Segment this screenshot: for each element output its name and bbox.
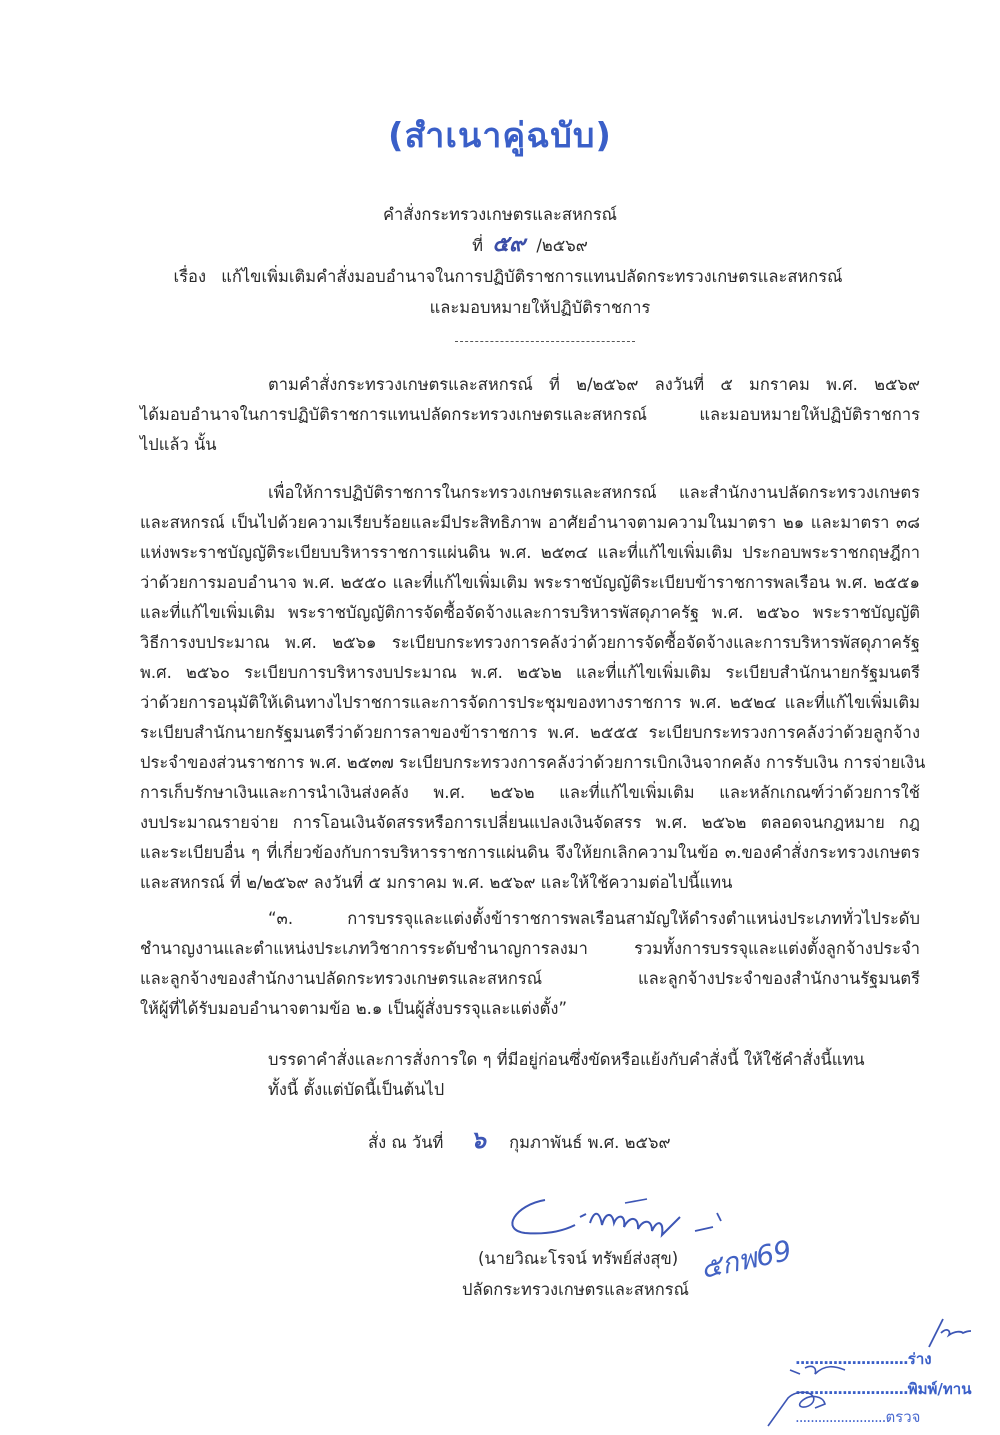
routing-dots: ........................: [795, 1350, 908, 1368]
para3-line: “๓. การบรรจุและแต่งตั้งข้าราชการพลเรือนสามัญให้ดำรงตำแหน่งประเภททั่วไประดับ: [268, 909, 920, 928]
para2-line: ประจำของส่วนราชการ พ.ศ. ๒๕๓๗ ระเบียบกระทรวงการคลังว่าด้วยการเบิกเงินจากคลัง การรับเงิน การจ่ายเงิน: [140, 753, 926, 772]
signer-title: ปลัดกระทรวงเกษตรและสหกรณ์: [462, 1280, 689, 1299]
routing-typed-label: พิมพ์/ทาน: [907, 1380, 972, 1398]
subject-line-1: [8, 262, 1000, 292]
signature-icon: [505, 1195, 735, 1240]
routing-dots: ........................: [795, 1408, 886, 1426]
order-number-handwritten: ๕๙: [492, 232, 526, 257]
order-number: [30, 230, 1000, 261]
order-date: [368, 1125, 671, 1158]
para1-line: ตามคำสั่งกระทรวงเกษตรและสหกรณ์ ที่ ๒/๒๕๖๙ ลงวันที่ ๕ มกราคม พ.ศ. ๒๕๖๙: [268, 375, 920, 394]
para3-line: ให้ผู้ที่ได้รับมอบอำนาจตามข้อ ๒.๑ เป็นผู้สั่งบรรจุและแต่งตั้ง”: [140, 999, 567, 1018]
date-day-handwritten: ๖: [470, 1126, 486, 1154]
para2-line: การเก็บรักษาเงินและการนำเงินส่งคลัง พ.ศ. ๒๕๖๒ และที่แก้ไขเพิ่มเติม และหลักเกณฑ์ว่าด้วยการใช้: [140, 783, 920, 802]
initials-scribble-icon: [760, 1360, 860, 1430]
para1-line: ไปแล้ว นั้น: [140, 435, 217, 454]
subject-text-1: แก้ไขเพิ่มเติมคำสั่งมอบอำนาจในการปฏิบัติราชการแทนปลัดกระทรวงเกษตรและสหกรณ์: [221, 267, 843, 286]
para2-line: และสหกรณ์ ที่ ๒/๒๕๖๙ ลงวันที่ ๕ มกราคม พ.ศ. ๒๕๖๙ และให้ใช้ความต่อไปนี้แทน: [140, 873, 733, 892]
order-issuer: คำสั่งกระทรวงเกษตรและสหกรณ์: [382, 205, 617, 224]
initial-icon: [925, 1315, 975, 1350]
copy-stamp: (สำเนาคู่ฉบับ): [388, 116, 612, 156]
subject-line-2: และมอบหมายให้ปฏิบัติราชการ: [429, 298, 651, 317]
para2-line: และสหกรณ์ เป็นไปด้วยความเรียบร้อยและมีประสิทธิภาพ อาศัยอำนาจตามความในมาตรา ๒๑ และมาตรา ๓๘: [140, 513, 920, 532]
order-number-suffix: /๒๕๖๙: [536, 236, 588, 255]
para3-line: และลูกจ้างของสำนักงานปลัดกระทรวงเกษตรและสหกรณ์ และลูกจ้างประจำของสำนักงานรัฐมนตรี: [140, 969, 920, 988]
para2-line: วิธีการงบประมาณ พ.ศ. ๒๕๖๑ ระเบียบกระทรวงการคลังว่าด้วยการจัดซื้อจัดจ้างและการบริหารพัสดุภาครัฐ: [140, 633, 920, 652]
para2-line: ว่าด้วยการอนุมัติให้เดินทางไปราชการและการจัดการประชุมของทางราชการ พ.ศ. ๒๕๒๔ และที่แก้ไขเพิ่มเติม: [140, 693, 920, 712]
para3-line: ชำนาญงานและตำแหน่งประเภทวิชาการระดับชำนาญการลงมา รวมทั้งการบรรจุและแต่งตั้งลูกจ้างประจำ: [140, 939, 920, 958]
handwritten-file-mark: ๕กพ69: [697, 1233, 795, 1286]
para2-line: ว่าด้วยการมอบอำนาจ พ.ศ. ๒๕๕๐ และที่แก้ไขเพิ่มเติม พระราชบัญญัติระเบียบข้าราชการพลเรือน พ.ศ. ๒๕๕๑: [140, 573, 920, 592]
routing-dots: ........................: [795, 1380, 908, 1398]
para4-line: ทั้งนี้ ตั้งแต่บัดนี้เป็นต้นไป: [268, 1080, 445, 1099]
para1-line: ได้มอบอำนาจในการปฏิบัติราชการแทนปลัดกระทรวงเกษตรและสหกรณ์ และมอบหมายให้ปฏิบัติราชการ: [140, 405, 920, 424]
routing-draft-label: ร่าง: [907, 1350, 932, 1368]
order-number-prefix: ที่: [472, 236, 484, 255]
para2-line: และระเบียบอื่น ๆ ที่เกี่ยวข้องกับการบริหารราชการแผ่นดิน จึงให้ยกเลิกความในข้อ ๓.ของคำสั่งกระทรวงเกษตร: [140, 843, 920, 862]
para2-line: งบประมาณรายจ่าย การโอนเงินจัดสรรหรือการเปลี่ยนแปลงเงินจัดสรร พ.ศ. ๒๕๖๒ ตลอดจนกฎหมาย กฎ: [140, 813, 920, 832]
signer-name: (นายวิณะโรจน์ ทรัพย์ส่งสุข): [478, 1249, 679, 1268]
date-rest: กุมภาพันธ์ พ.ศ. ๒๕๖๙: [509, 1133, 671, 1152]
routing-verified-label: ตรวจ: [885, 1408, 921, 1426]
subject-label: เรื่อง: [173, 267, 206, 286]
para2-line: ระเบียบสำนักนายกรัฐมนตรีว่าด้วยการลาของข้าราชการ พ.ศ. ๒๕๕๕ ระเบียบกระทรวงการคลังว่าด้วยลูกจ้าง: [140, 723, 920, 742]
para2-line: แห่งพระราชบัญญัติระเบียบบริหารราชการแผ่นดิน พ.ศ. ๒๕๓๔ และที่แก้ไขเพิ่มเติม ประกอบพระราชกฤษฎีกา: [140, 543, 920, 562]
para2-line: เพื่อให้การปฏิบัติราชการในกระทรวงเกษตรและสหกรณ์ และสำนักงานปลัดกระทรวงเกษตร: [268, 483, 920, 502]
para2-line: และที่แก้ไขเพิ่มเติม พระราชบัญญัติการจัดซื้อจัดจ้างและการบริหารพัสดุภาครัฐ พ.ศ. ๒๕๖๐ พระราชบัญญัติ: [140, 603, 920, 622]
para4-line: บรรดาคำสั่งและการสั่งการใด ๆ ที่มีอยู่ก่อนซึ่งขัดหรือแย้งกับคำสั่งนี้ ให้ใช้คำสั่งนี้แทน: [268, 1050, 865, 1069]
header-divider: [455, 341, 635, 342]
para2-line: พ.ศ. ๒๕๖๐ ระเบียบการบริหารงบประมาณ พ.ศ. ๒๕๖๒ และที่แก้ไขเพิ่มเติม ระเบียบสำนักนายกรัฐมนตรี: [140, 663, 920, 682]
date-prefix: สั่ง ณ วันที่: [368, 1133, 444, 1152]
